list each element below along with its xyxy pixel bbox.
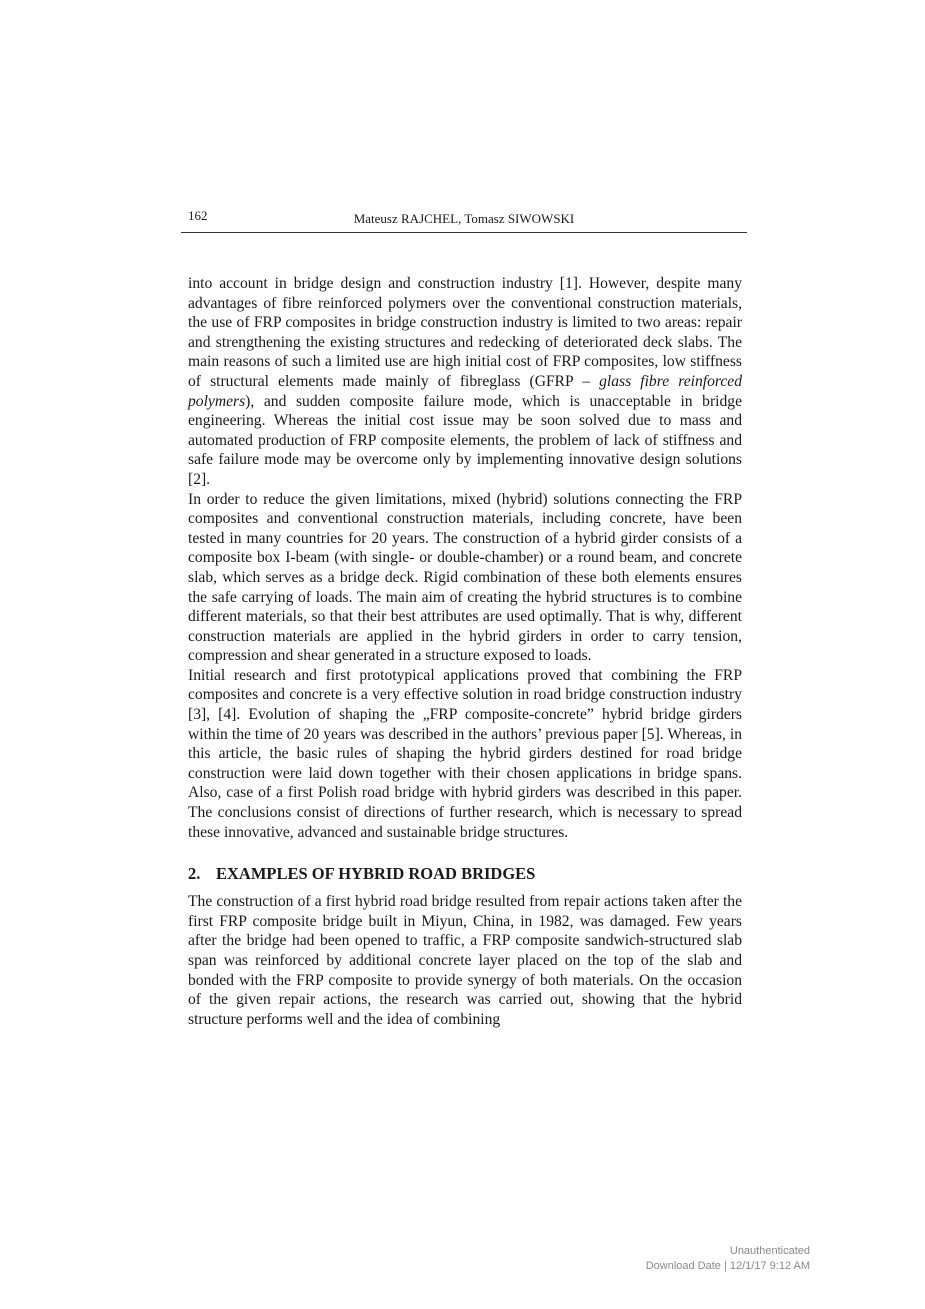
auth-status: Unauthenticated	[729, 1245, 810, 1257]
section-paragraph: The construction of a first hybrid road bridge resulted from repair actions taken after the first FRP composite bridge built in Miyun, China, in 1982, was damaged. Few years after the bridge had been opened to traffic, a FRP composite sandwich-structured slab span was reinforced by additional concrete layer placed on the top of the slab and bonded with the FRP composite to provide synergy of both materials. On the occasion of the given repair actions, the research was carried out, showing that the hybrid structure performs well and the idea of combining	[188, 893, 742, 1028]
paragraph-1-text-start: into account in bridge design and construction industry [1]. However, despite many advantages of fibre reinforced polymers over the conventional construction materials, the use of FRP composites in bridge construction industry is limited to two areas: repair and strengthening the existing structures and redecking of deteriorated deck slabs. The main reasons of such a limited use are high initial cost of FRP composites, low stiffness of structural elements made mainly of fibreglass (GFRP –	[188, 275, 742, 390]
section-number: 2.	[188, 864, 201, 884]
page-header	[181, 204, 747, 232]
article-body	[188, 274, 742, 1029]
page-number: 162	[188, 208, 208, 223]
paragraph-1-text-end: ), and sudden composite failure mode, which is unacceptable in bridge engineering. Whereas the initial cost issue may be soon solved due to mass and automated production of FRP composite elements, the problem of lack of stiffness and safe failure mode may be overcome only by implementing innovative design solutions [2].	[188, 392, 742, 488]
paragraph-1-italic-term: glass fibre reinforced polymers	[188, 372, 742, 410]
download-date: Download Date | 12/1/17 9:12 AM	[645, 1260, 810, 1272]
download-footer	[646, 1244, 810, 1274]
section-heading	[188, 864, 742, 884]
section-title: EXAMPLES OF HYBRID ROAD BRIDGES	[216, 864, 536, 884]
body-paragraph-3: Initial research and first prototypical applications proved that combining the FRP composites and concrete is a very effective solution in road bridge construction industry [3], [4]. Evolution of shaping the „FRP composite-concrete” hybrid bridge girders within the time of 20 years was described in the authors’ previous paper [5]. Whereas, in this article, the basic rules of shaping the hybrid girders destined for road bridge construction were laid down together with their chosen applications in bridge spans. Also, case of a first Polish road bridge with hybrid girders was described in this paper. The conclusions consist of directions of further research, which is necessary to spread these innovative, advanced and sustainable bridge structures.	[188, 666, 742, 841]
header-rule	[181, 232, 747, 233]
body-paragraph-1	[188, 274, 742, 490]
body-paragraph-2: In order to reduce the given limitations, mixed (hybrid) solutions connecting the FRP composites and conventional construction materials, including concrete, have been tested in many countries for 20 years. The construction of a hybrid girder consists of a composite box I-beam (with single- or double-chamber) or a round beam, and concrete slab, which serves as a bridge deck. Rigid combination of these both elements ensures the safe carrying of loads. The main aim of creating the hybrid structures is to combine different materials, so that their best attributes are used optimally. That is why, different construction materials are applied in the hybrid girders in order to carry tension, compression and shear generated in a structure exposed to loads.	[188, 490, 742, 665]
running-head-authors: Mateusz RAJCHEL, Tomasz SIWOWSKI	[353, 211, 575, 226]
